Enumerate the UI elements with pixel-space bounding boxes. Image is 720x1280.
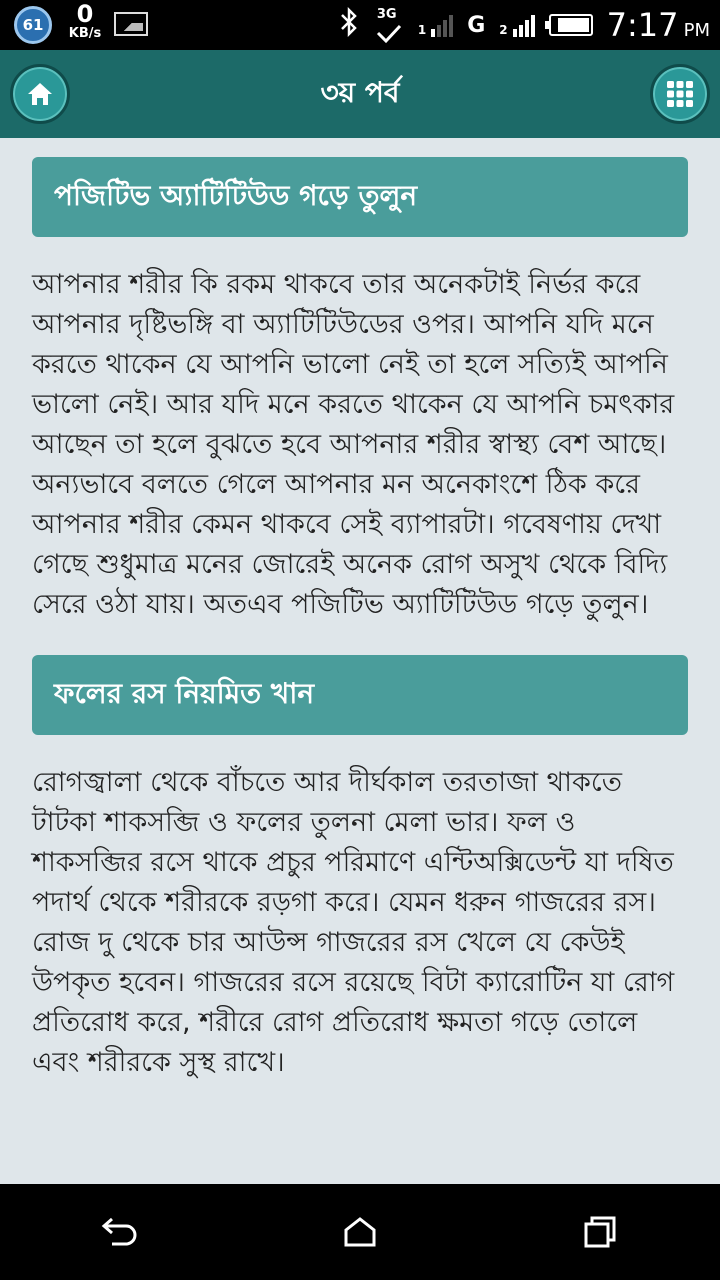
image-notification-icon — [114, 12, 148, 36]
back-icon — [100, 1215, 140, 1249]
grid-menu-icon — [666, 80, 694, 108]
nav-home-button[interactable] — [300, 1197, 420, 1267]
bluetooth-icon — [338, 7, 360, 43]
section-body: রোগজ্বালা থেকে বাঁচতে আর দীর্ঘকাল তরতাজা থাকতে টাটকা শাকসব্জি ও ফলের তুলনা মেলা ভার। ফল ও শাকসব্জির রসে থাকে প্রচুর পরিমাণে এন্টিঅক্সিডেন্ট যা দষিত পদার্থ থেকে শরীরকে রড়গা করে। যেমন ধরুন গাজরের রস। রোজ দু থেকে চার আউন্স গাজরের রস খেলে যে কেউই উপকৃত হবেন। গাজরের রসে রয়েছে বিটা ক্যারোটিন যা রোগ প্রতিরোধ করে, শরীরে রোগ প্রতিরোধ ক্ষমতা গড়ে তোলে এবং শরীরকে সুস্থ রাখে। — [32, 767, 675, 1078]
home-icon — [26, 81, 54, 107]
home-button[interactable] — [10, 64, 70, 124]
navigation-bar — [0, 1184, 720, 1280]
sim2-label: 2 — [499, 23, 508, 37]
sim1-label: 1 — [417, 23, 427, 37]
recents-icon — [583, 1215, 617, 1249]
status-right — [338, 0, 710, 50]
clock-time: 7:17 — [606, 6, 679, 44]
notification-badge: 61 — [14, 6, 52, 44]
page-title: ৩য় পর্ব — [320, 75, 400, 109]
recents-button[interactable] — [540, 1197, 660, 1267]
signal-sim1-icon — [418, 13, 453, 37]
network-speed-value: 0 — [76, 0, 94, 28]
network-3g-icon — [374, 5, 404, 45]
section-heading: ফলের রস নিয়মিত খান — [32, 655, 688, 735]
network-speed-unit: KB/s — [68, 26, 102, 41]
clock — [607, 6, 710, 44]
status-bar — [0, 0, 720, 50]
clock-ampm: PM — [683, 20, 710, 41]
menu-button[interactable] — [650, 64, 710, 124]
network-g-label: G — [467, 12, 486, 38]
article-content[interactable] — [0, 138, 720, 1184]
back-button[interactable] — [60, 1197, 180, 1267]
battery-icon — [549, 14, 593, 36]
app-header — [0, 50, 720, 138]
signal-sim2-icon — [499, 13, 534, 37]
network-3g-label: 3G — [376, 7, 397, 22]
section-body: আপনার শরীর কি রকম থাকবে তার অনেকটাই নির্ভর করে আপনার দৃষ্টিভঙ্গি বা অ্যাটিটিউডের ওপর। আপনি যদি মনে করতে থাকেন যে আপনি ভালো নেই তা হলে সত্যিই আপনি ভালো নেই। আর যদি মনে করতে থাকেন যে আপনি চমৎকার আছেন তা হলে বুঝতে হবে আপনার শরীর স্বাস্থ্য বেশ আছে। অন্যভাবে বলতে গেলে আপনার মন অনেকাংশে ঠিক করে আপনার শরীর কেমন থাকবে সেই ব্যাপারটা। গবেষণায় দেখা গেছে শুধুমাত্র মনের জোরেই অনেক রোগ অসুখ থেকে বিদ্যি সেরে ওঠা যায়। অতএব পজিটিভ অ্যাটিটিউড গড়ে তুলুন। — [32, 269, 675, 620]
section-heading: পজিটিভ অ্যাটিটিউড গড়ে তুলুন — [32, 157, 688, 237]
network-speed — [62, 2, 108, 40]
battery-fill — [558, 18, 589, 32]
home-outline-icon — [343, 1216, 377, 1248]
